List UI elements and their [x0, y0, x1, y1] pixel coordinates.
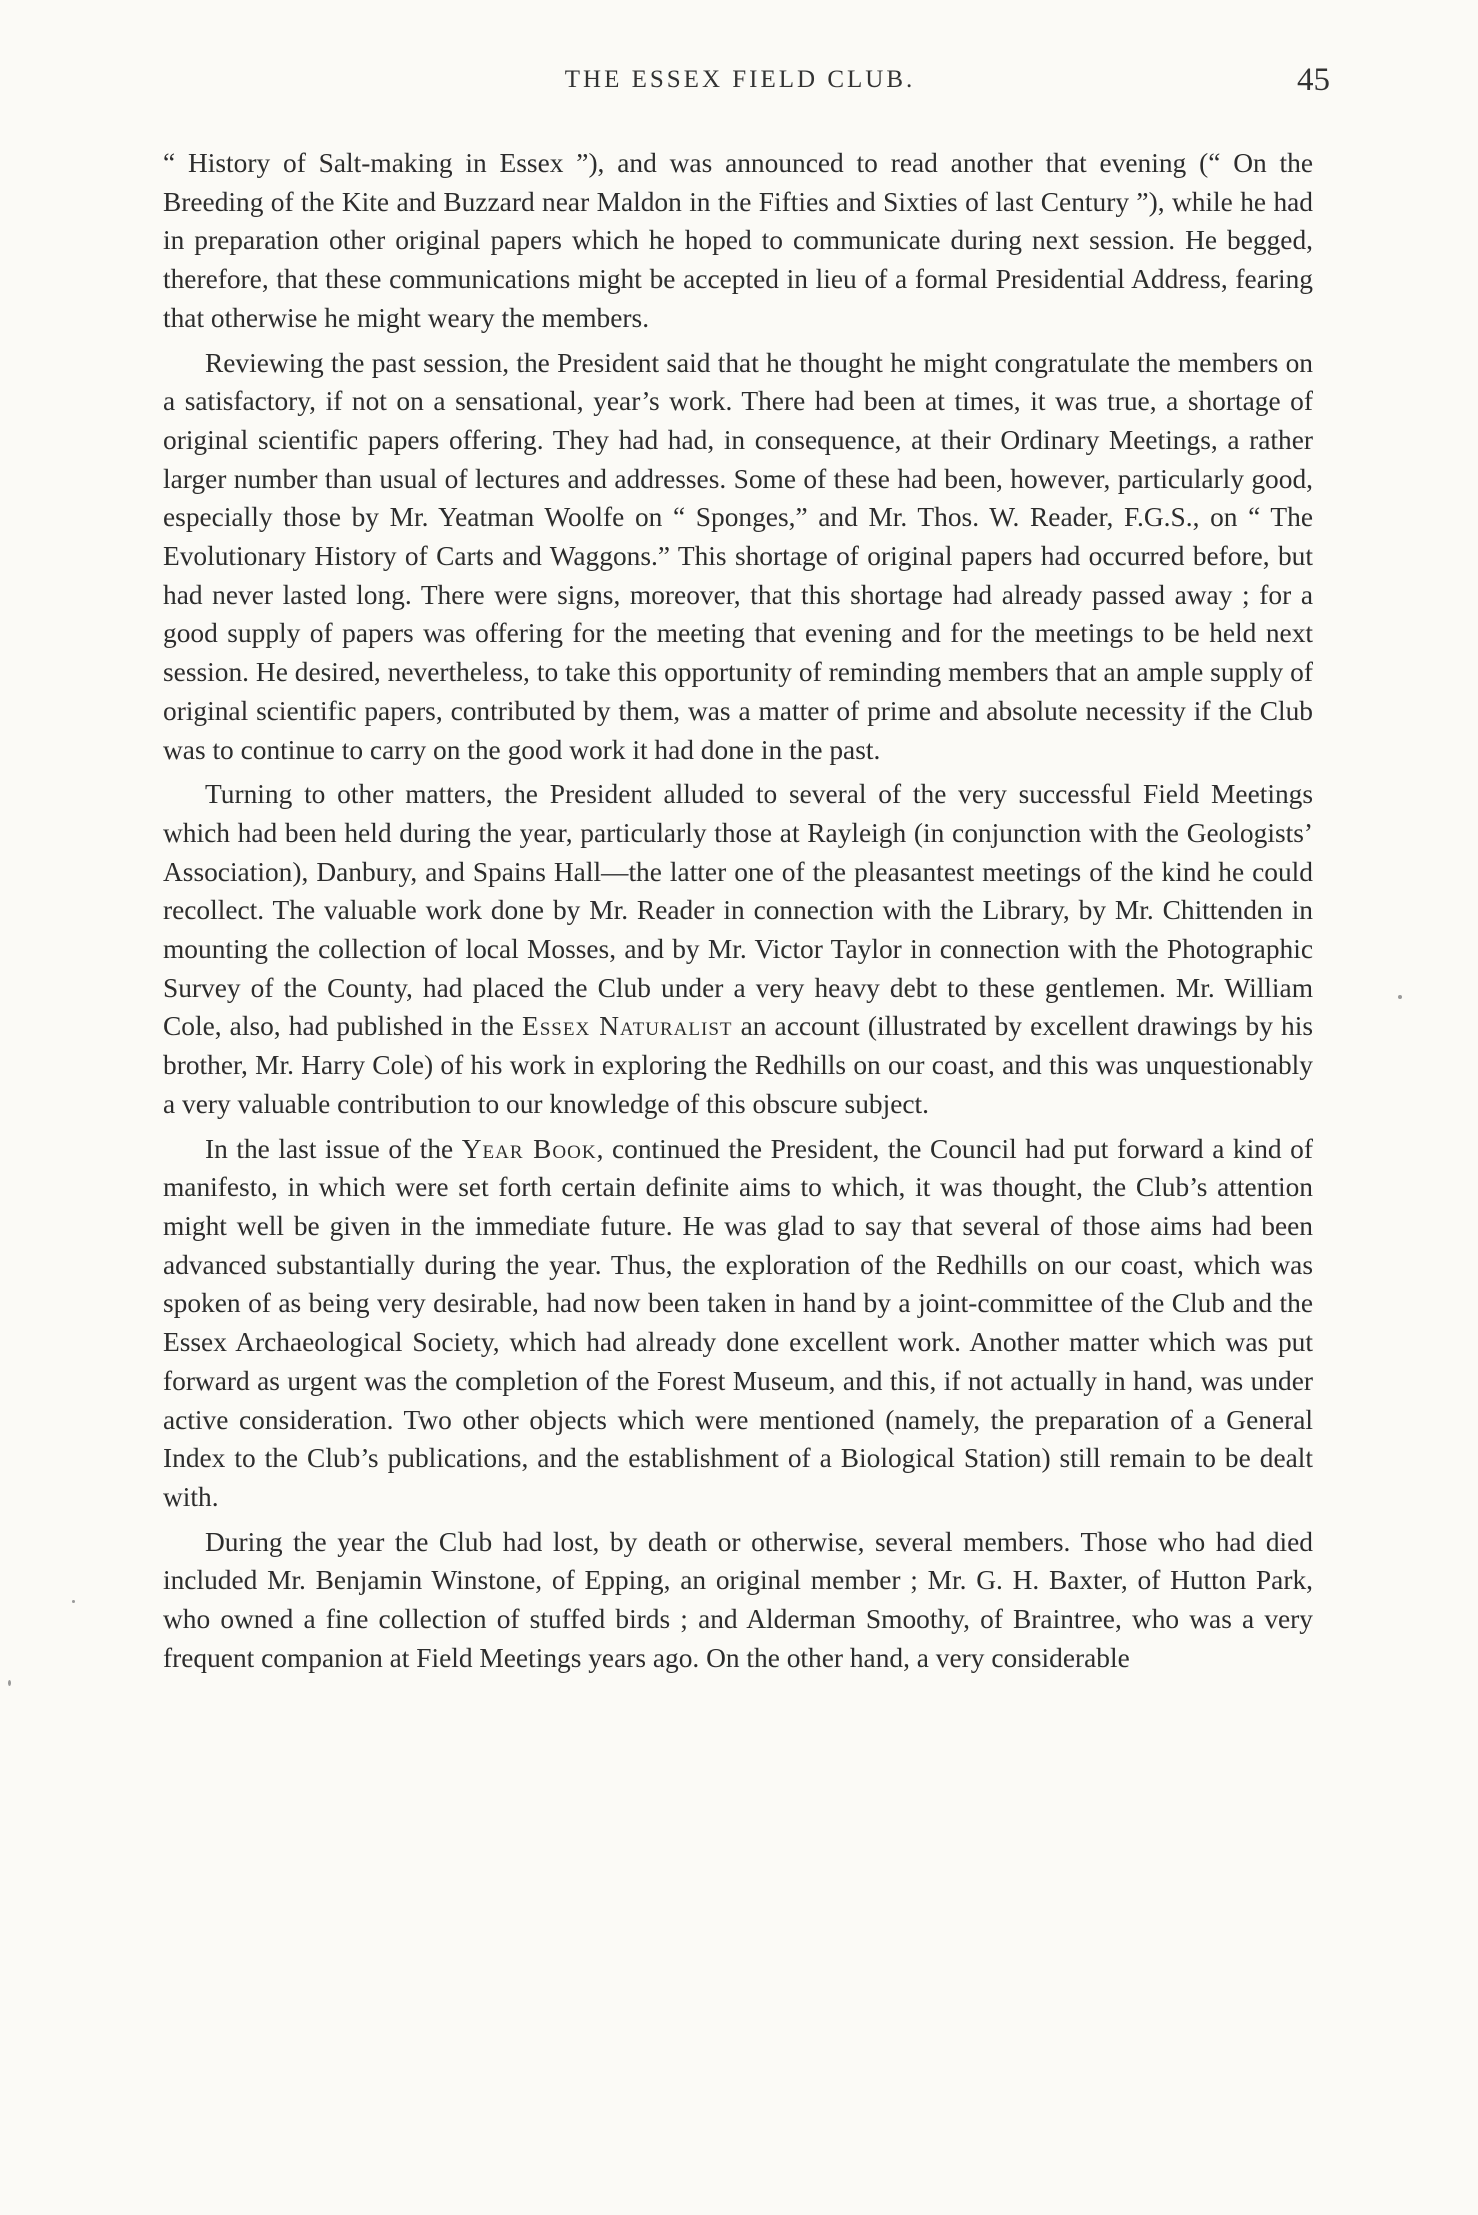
paragraph-3	[163, 775, 1313, 1123]
paragraph-4-text-before: In the last issue of the	[205, 1133, 462, 1164]
paragraph-5: During the year the Club had lost, by death or otherwise, several members. Those who had died included Mr. Benjamin Winstone, of Epping, an original member ; Mr. G. H. Baxter, of Hutton Park, who owned a fine collection of stuffed birds ; and Alderman Smoothy, of Braintree, who was a very frequent companion at Field Meetings years ago. On the other hand, a very considerable	[163, 1526, 1313, 1673]
paragraph-2: Reviewing the past session, the President said that he thought he might congratulate the members on a satisfactory, if not on a sensational, year’s work. There had been at times, it was true, a shortage of original scientific papers offering. They had had, in consequence, at their Ordinary Meetings, a rather larger number than usual of lectures and addresses. Some of these had been, however, particularly good, especially those by Mr. Yeatman Woolfe on “ Sponges,” and Mr. Thos. W. Reader, F.G.S., on “ The Evolutionary History of Carts and Waggons.” This shortage of original papers had occurred before, but had never lasted long. There were signs, moreover, that this shortage had already passed away ; for a good supply of papers was offering for the meeting that evening and for the meetings to be held next session. He desired, nevertheless, to take this opportunity of reminding members that an ample supply of original scientific papers, contributed by them, was a matter of prime and absolute necessity if the Club was to continue to carry on the good work it had done in the past.	[163, 347, 1313, 765]
paper-speck	[8, 1680, 11, 1686]
journal-title-essex-naturalist: Essex Naturalist	[521, 1011, 733, 1042]
paper-speck	[72, 1600, 75, 1603]
journal-title-year-book: Year Book	[461, 1133, 597, 1164]
paper-speck	[1398, 995, 1402, 999]
paragraph-3-text-after: an account (illustrated by excellent drawings by his brother, Mr. Harry Cole) of his work in exploring the Redhills on our coast, and this was unquestionably a very valuable contribution to our knowledge of this obscure subject.	[163, 1011, 1313, 1119]
running-head	[160, 62, 1330, 106]
running-title: THE ESSEX FIELD CLUB.	[564, 66, 916, 93]
paragraph-4	[163, 1130, 1313, 1517]
paragraph-3-text-before: Turning to other matters, the President alluded to several of the very successful Field Meetings which had been held during the year, particularly those at Rayleigh (in conjunction with the Geologists’ Association), Danbury, and Spains Hall—the latter one of the pleasantest meetings of the kind he could recollect. The valuable work done by Mr. Reader in connection with the Library, by Mr. Chittenden in mounting the collection of local Mosses, and by Mr. Victor Taylor in connection with the Photographic Survey of the County, had placed the Club under a very heavy debt to these gentlemen. Mr. William Cole, also, had published in the	[163, 779, 1313, 1042]
paragraph-4-text-after: , continued the President, the Council had put forward a kind of manifesto, in which were set forth certain definite aims to which, it was thought, the Club’s attention might well be given in the immediate future. He was glad to say that several of those aims had been advanced substantially during the year. Thus, the exploration of the Redhills on our coast, which was spoken of as being very desirable, had now been taken in hand by a joint-committee of the Club and the Essex Archaeological Society, which had already done excellent work. Another matter which was put forward as urgent was the completion of the Forest Museum, and this, if not actually in hand, was under active consideration. Two other objects which were mentioned (namely, the preparation of a General Index to the Club’s publications, and the establishment of a Biological Station) still remain to be dealt with.	[163, 1133, 1313, 1512]
paragraph-1: “ History of Salt-making in Essex ”), and was announced to read another that evening (“ On the Breeding of the Kite and Buzzard near Maldon in the Fifties and Sixties of last Century ”), while he had in preparation other original papers which he hoped to communicate during next session. He begged, therefore, that these communications might be accepted in lieu of a formal Presidential Address, fearing that otherwise he might weary the members.	[163, 148, 1313, 333]
body-text	[163, 144, 1313, 1683]
page-number: 45	[1297, 62, 1330, 98]
